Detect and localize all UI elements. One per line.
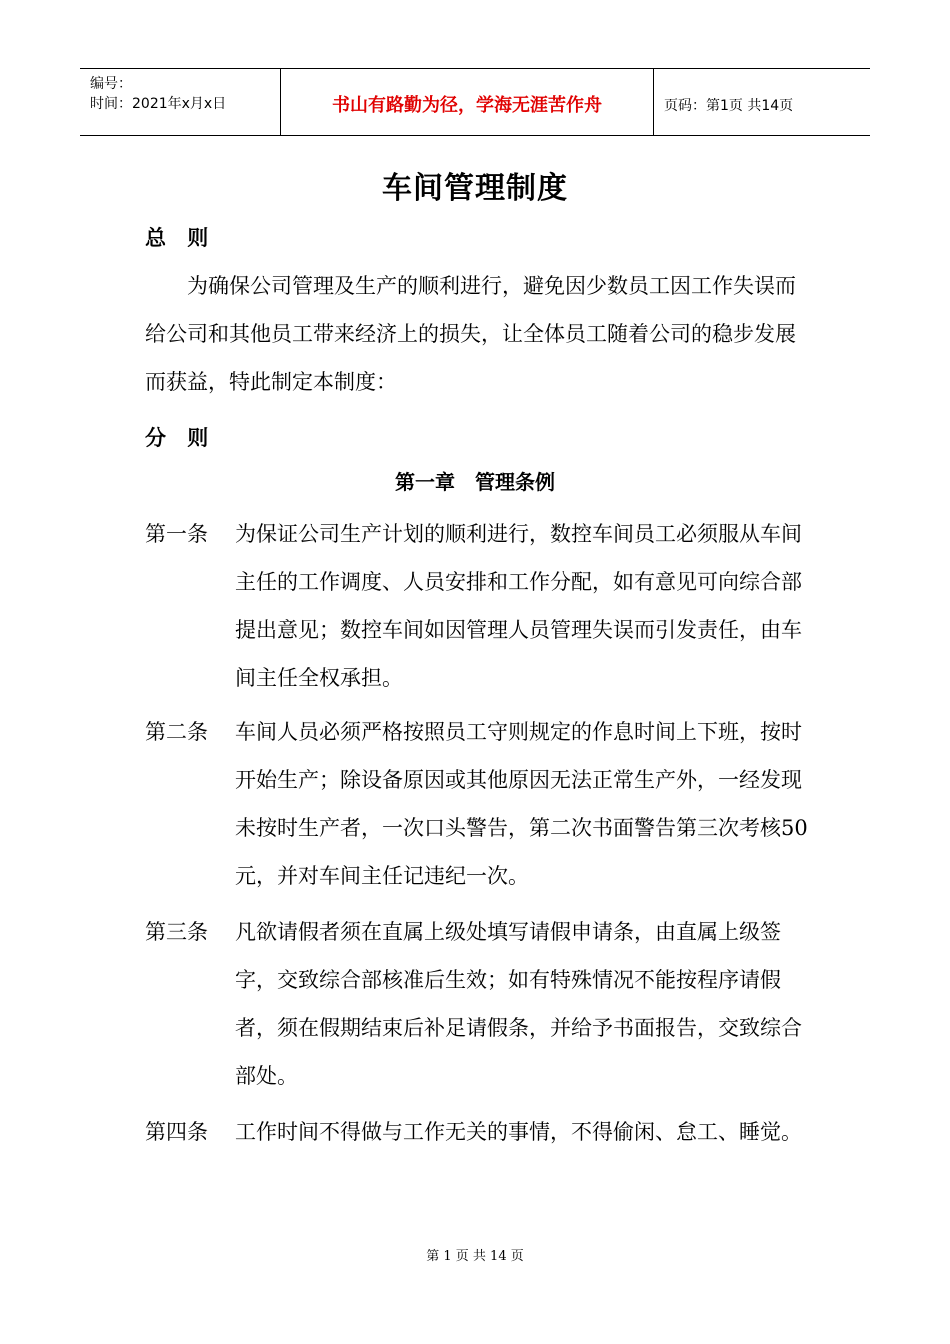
document-title: 车间管理制度: [382, 171, 568, 206]
sub-heading: 分 则: [145, 426, 209, 450]
page-footer: 第 1 页 共 14 页: [426, 1249, 524, 1264]
article-text: 工作时间不得做与工作无关的事情，不得偷闲、怠工、睡觉。: [235, 1120, 802, 1144]
chapter-title: 第一章 管理条例: [395, 470, 555, 494]
article-text: 凡欲请假者须在直属上级处填写请假申请条，由直属上级签字，交致综合部核准后生效；如有特殊情况不能按程序请假者，须在假期结束后补足请假条，并给予书面报告，交致综合部处。: [235, 920, 802, 1088]
header-table: [80, 68, 870, 136]
article-text: 车间人员必须严格按照员工守则规定的作息时间上下班，按时开始生产；除设备原因或其他原因无法正常生产外，一经发现未按时生产者，一次口头警告，第二次书面警告第三次考核50元，并对车间主任记违纪一次。: [235, 720, 808, 888]
header-page-cell: [654, 69, 870, 135]
article-label: 第四条: [145, 1120, 208, 1144]
time-label: 时间：2021年x月x日: [90, 96, 227, 112]
motto-text: 书山有路勤为径，学海无涯苦作舟: [332, 95, 602, 116]
general-paragraph: 为确保公司管理及生产的顺利进行，避免因少数员工因工作失误而给公司和其他员工带来经济上的损失，让全体员工随着公司的稳步发展而获益，特此制定本制度：: [145, 274, 796, 394]
number-label: 编号：: [90, 76, 132, 92]
article-label: 第一条: [145, 522, 208, 546]
page-info: 页码：第1页 共14页: [664, 98, 794, 114]
article-label: 第三条: [145, 920, 208, 944]
general-heading: 总 则: [145, 226, 209, 250]
article-label: 第二条: [145, 720, 208, 744]
header-meta-cell: [80, 69, 280, 135]
article-text: 为保证公司生产计划的顺利进行，数控车间员工必须服从车间主任的工作调度、人员安排和工作分配，如有意见可向综合部提出意见；数控车间如因管理人员管理失误而引发责任，由车间主任全权承担。: [235, 522, 802, 690]
header-motto-cell: [280, 69, 654, 135]
